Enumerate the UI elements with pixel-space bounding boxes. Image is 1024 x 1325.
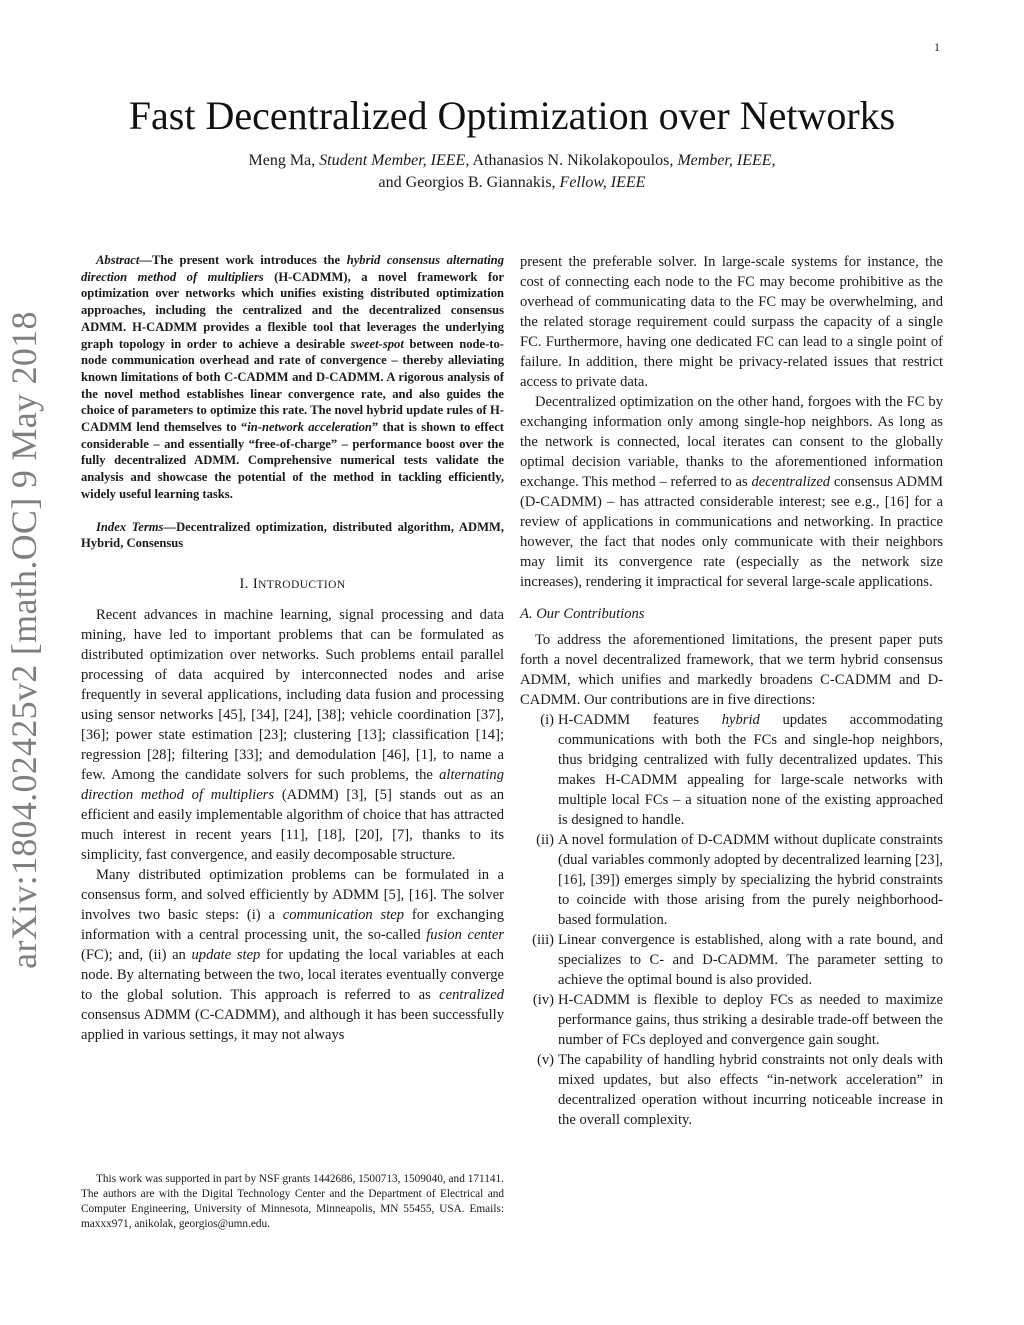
- section-heading-introduction: [81, 574, 504, 595]
- abstract-text: (H-CADMM), a novel framework for optimization over networks which unifies existing distributed optimization approaches, including the centralized and the decentralized consensus ADMM. H-CADMM provides a flexible tool that leverages the underlying graph topology in order to achieve a desirable: [81, 269, 504, 351]
- intro-paragraph-4: [520, 392, 943, 592]
- body-text: Decentralized optimization on the other hand, forgoes with the FC by exchanging information only among single-hop neighbors. As long as the network is connected, local iterates can consent to the globally optimal decision variable, thanks to the aforementioned information exchange. This method – referred to as: [520, 394, 943, 490]
- body-emphasis: communication step: [282, 906, 405, 923]
- author-role: Student Member, IEEE: [319, 152, 466, 169]
- list-text: H-CADMM features: [558, 712, 722, 728]
- paper-title: Fast Decentralized Optimization over Networks: [128, 93, 896, 138]
- body-emphasis: update step: [191, 946, 261, 963]
- author-name: and Georgios B. Giannakis,: [378, 174, 560, 191]
- list-item: [520, 930, 943, 990]
- body-text: present the preferable solver. In large-scale systems for instance, the cost of connecting each node to the FC may become prohibitive as the overhead of communicating data to the FC may be overwhelming, and the related storage requirement could surpass the capacity of a single FC. Furthermore, having one dedicated FC can lead to a single point of failure. In addition, there might be privacy-related issues that restrict access to private data.: [520, 254, 943, 390]
- abstract-text: ” that is shown to effect considerable – and essentially “free-of-charge” – performance boost over the fully decentralized ADMM. Comprehensive numerical tests validate the analysis and showcase the potential of the method in tackling efficiently, widely useful learning tasks.: [81, 420, 504, 501]
- subsection-heading-contributions: A. Our Contributions: [520, 606, 645, 622]
- page-number: 1: [934, 40, 940, 54]
- body-emphasis: decentralized: [751, 474, 831, 490]
- abstract-text: between node-to-node communication overhead and rate of convergence – thereby alleviating known limitations of both C-CADMM and D-CADMM. A rigorous analysis of the novel method establishes linear convergence rate, and also guides the choice of parameters to optimize this rate. The novel hybrid update rules of H-CADMM lend themselves to “: [81, 336, 504, 435]
- list-number: (iv): [532, 992, 554, 1008]
- right-column: [520, 252, 943, 1130]
- body-emphasis: centralized: [439, 986, 504, 1003]
- body-text: Many distributed optimization problems can be formulated in a consensus form, and solved efficiently by ADMM [5], [16]. The solver involves two basic steps: (i) a: [81, 866, 504, 923]
- body-text: (FC); and, (ii) an: [81, 946, 192, 963]
- body-emphasis: fusion center: [426, 926, 504, 943]
- list-item: [520, 990, 943, 1050]
- author-line-2: [0, 172, 1024, 194]
- list-item: [520, 710, 943, 830]
- body-text: consensus ADMM (D-CADMM) – has attracted considerable interest; see e.g., [16] for a review of applications in communications and networking. In practice however, the fact that nodes only communicate with their neighbors may limit its convergence rate (especially as the network size increases), rendering it impractical for several large-scale applications.: [520, 474, 944, 590]
- author-line-1: [0, 150, 1024, 172]
- list-number: (ii): [536, 832, 554, 848]
- author-name: , Athanasios N. Nikolakopoulos,: [465, 152, 678, 169]
- abstract-emphasis: in-network acceleration: [247, 420, 372, 435]
- list-number: (v): [536, 1052, 554, 1068]
- arxiv-id: arXiv:1804.02425v2 [math.OC] 9 May 2018: [4, 311, 44, 969]
- list-text: H-CADMM is flexible to deploy FCs as needed to maximize performance gains, thus striking a desirable trade-off between the number of FCs deployed and convergence gain sought.: [558, 992, 943, 1048]
- author-block: [0, 150, 1024, 194]
- list-text: The capability of handling hybrid constraints not only deals with mixed updates, but also effects “in-network acceleration” in decentralized operation without incurring noticeable increase in the overall complexity.: [558, 1052, 943, 1128]
- list-text: Linear convergence is established, along with a rate bound, and specializes to C- and D-CADMM. The parameter setting to achieve the optimal bound is also provided.: [558, 932, 943, 988]
- index-terms-text: —Decentralized optimization, distributed algorithm, ADMM, Hybrid, Consensus: [81, 519, 504, 551]
- abstract-emphasis: sweet-spot: [350, 336, 404, 351]
- body-emphasis: alternating direction method of multipliers: [81, 766, 504, 803]
- abstract-label: Abstract: [96, 253, 140, 267]
- author-role: Member, IEEE: [677, 152, 772, 169]
- list-item: [520, 1050, 943, 1130]
- abstract: [81, 252, 504, 503]
- list-number: (iii): [532, 932, 554, 948]
- intro-paragraph-3: [520, 252, 943, 392]
- abstract-text: —The present work introduces the: [139, 253, 347, 267]
- author-separator: ,: [771, 152, 776, 169]
- contributions-list: [520, 710, 943, 1130]
- section-number: I.: [239, 575, 253, 592]
- arxiv-watermark: [0, 0, 44, 1325]
- list-item: [520, 830, 943, 930]
- body-text: (ADMM) [3], [5] stands out as an efficient and easily implementable algorithm of choice that has attracted much interest in recent years [11], [18], [20], [7], thanks to its simplicity, fast convergence, and easily decomposable structure.: [81, 786, 504, 863]
- index-terms: [81, 519, 504, 552]
- section-title-rest: NTRODUCTION: [258, 578, 346, 591]
- section-title-initial: I: [252, 575, 259, 592]
- list-number: (i): [540, 712, 554, 728]
- contributions-intro: To address the aforementioned limitations, the present paper puts forth a novel decentralized framework, that we term hybrid consensus ADMM, which unifies and markedly broadens C-CADMM and D-CADMM. Our contributions are in five directions:: [520, 632, 943, 708]
- abstract-emphasis: hybrid consensus alternating direction method of multipliers: [81, 253, 504, 284]
- intro-paragraph-2: [81, 865, 504, 1045]
- list-text: updates accommodating communications with both the FCs and single-hop neighbors, thus bridging centralized with fully decentralized updates. This makes H-CADMM appealing for large-scale networks with multiple local FCs – a situation none of the existing approached is designed to handle.: [558, 712, 943, 828]
- intro-paragraph-1: [81, 605, 504, 865]
- left-column: [81, 252, 504, 1045]
- author-name: Meng Ma,: [248, 152, 320, 169]
- author-role: Fellow, IEEE: [559, 174, 646, 191]
- list-emphasis: hybrid: [721, 712, 760, 728]
- body-text: Recent advances in machine learning, signal processing and data mining, have led to important problems that can be formulated as distributed optimization over networks. Such problems entail parallel processing of data acquired by interconnected nodes and arise frequently in several applications, including data fusion and processing using sensor networks [45], [34], [24], [38]; vehicle coordination [37], [36]; power state estimation [23]; clustering [13]; classification [14]; regression [28]; filtering [33]; and demodulation [46], [1], to name a few. Among the candidate solvers for such problems, the: [81, 606, 504, 783]
- body-text: for exchanging information with a central processing unit, the so-called: [81, 906, 504, 943]
- index-terms-label: Index Terms: [96, 519, 164, 534]
- footnote: This work was supported in part by NSF grants 1442686, 1500713, 1509040, and 171141. The authors are with the Digital Technology Center and the Department of Electrical and Computer Engineering, University of Minnesota, Minneapolis, MN 55455, USA. Emails: maxxx971, anikolak, georgios@umn.edu.: [81, 1173, 504, 1230]
- list-text: A novel formulation of D-CADMM without duplicate constraints (dual variables commonly adopted by decentralized learning [23], [16], [39]) emerges simply by specializing the hybrid constraints to coincide with those arising from the purely neighborhood-based formulation.: [558, 832, 943, 928]
- body-text: consensus ADMM (C-CADMM), and although it has been successfully applied in various settings, it may not always: [81, 1006, 504, 1043]
- body-text: for updating the local variables at each node. By alternating between the two, local iterates eventually converge to the global solution. This approach is referred to as: [81, 946, 504, 1003]
